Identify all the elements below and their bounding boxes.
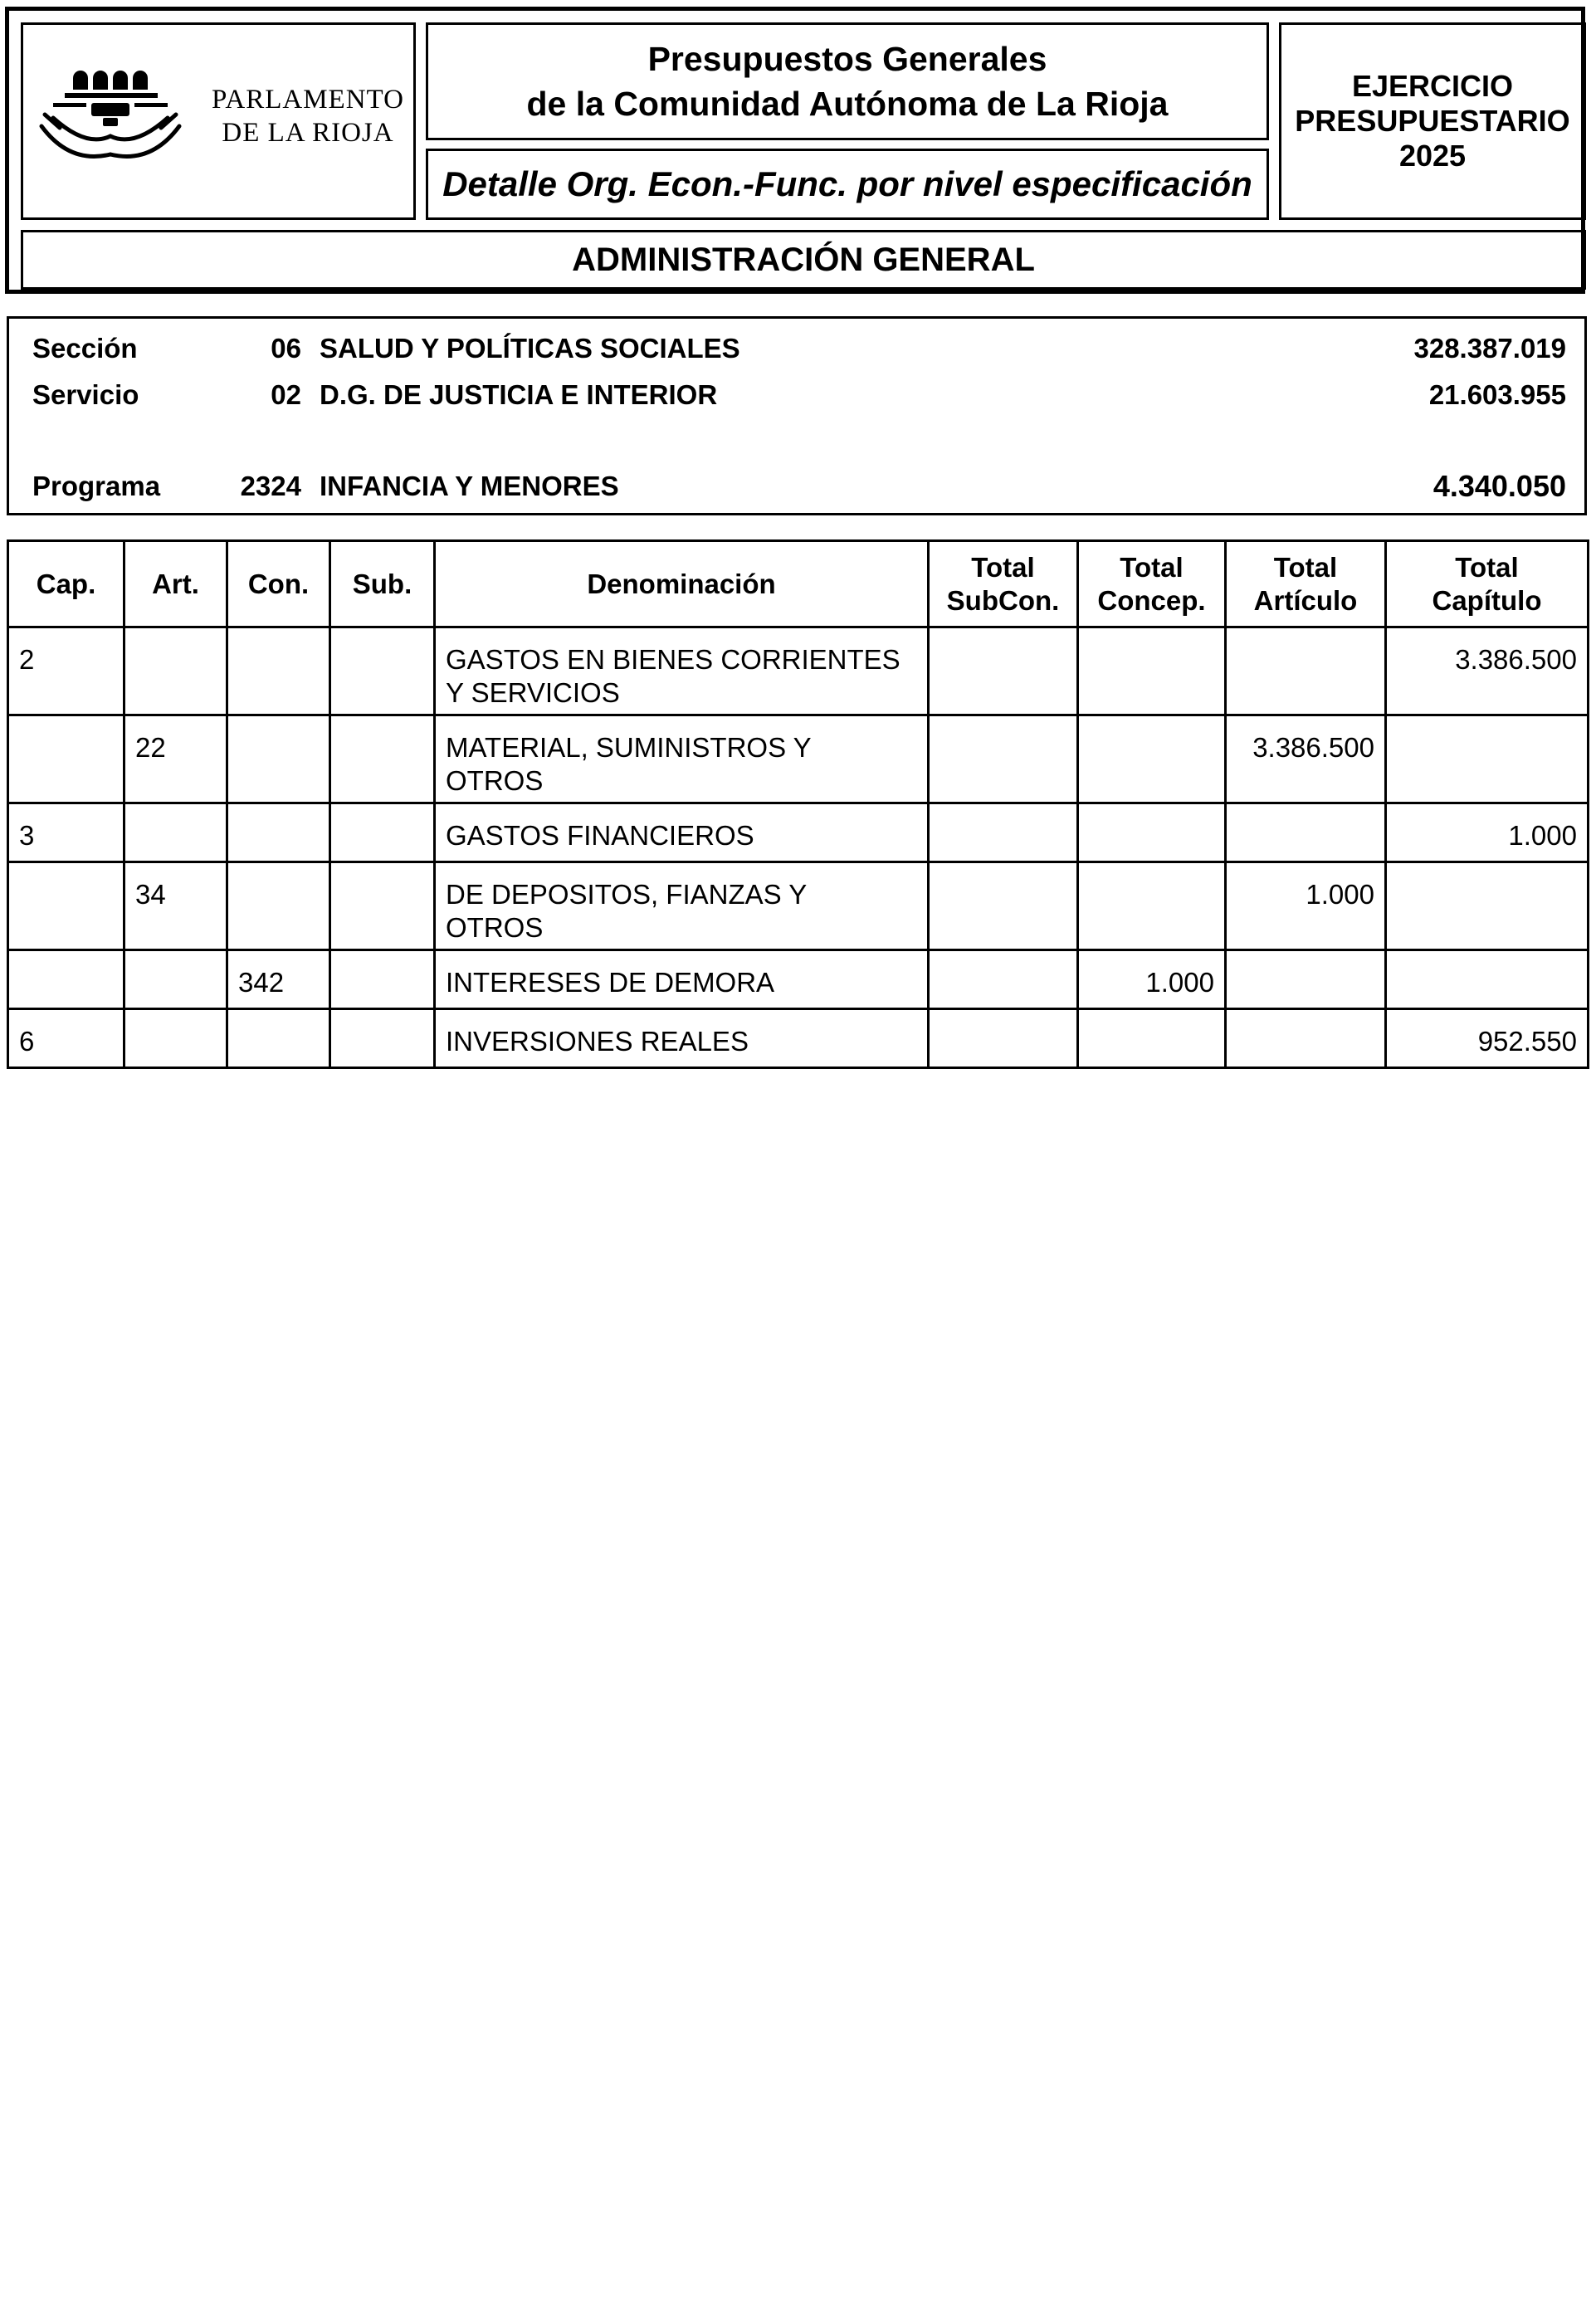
administration-box (21, 230, 1586, 290)
programa-description: INFANCIA Y MENORES (320, 471, 619, 501)
cell-cap (8, 862, 124, 950)
cell-denominacion (435, 627, 929, 715)
servicio-code: 02 (271, 379, 301, 410)
seccion-row (9, 330, 1584, 367)
cell-capitulo (1386, 715, 1589, 803)
servicio-description: D.G. DE JUSTICIA E INTERIOR (320, 379, 718, 410)
cell-subcon (929, 627, 1078, 715)
programa-code: 2324 (240, 471, 301, 501)
cell-cap (8, 950, 124, 1009)
cell-subcon (929, 862, 1078, 950)
col-header-concep-line2: Concep. (1097, 584, 1206, 616)
programa-amount: 4.340.050 (1432, 469, 1566, 503)
cell-cap (8, 715, 124, 803)
cell-art (124, 950, 227, 1009)
denominacion-line2: OTROS (446, 912, 544, 943)
cell-con: 342 (227, 950, 330, 1009)
cell-subcon (929, 1009, 1078, 1068)
exercise-box (1279, 22, 1586, 220)
col-header-articulo-line1: Total (1273, 551, 1338, 583)
cell-art: 34 (124, 862, 227, 950)
cell-sub (330, 862, 435, 950)
denominacion-line1: DE DEPOSITOS, FIANZAS Y (446, 879, 808, 910)
cell-art (124, 1009, 227, 1068)
cell-denominacion: INTERESES DE DEMORA (435, 950, 929, 1009)
cell-sub (330, 715, 435, 803)
cell-denominacion (435, 715, 929, 803)
institution-name-line2: DE LA RIOJA (222, 118, 394, 148)
cell-concep (1078, 862, 1226, 950)
col-header-concep (1078, 541, 1226, 627)
col-header-cap: Cap. (8, 541, 124, 627)
denominacion-line1: MATERIAL, SUMINISTROS Y (446, 732, 812, 763)
col-header-art: Art. (124, 541, 227, 627)
cell-articulo (1226, 950, 1386, 1009)
col-header-articulo (1226, 541, 1386, 627)
table-row (8, 803, 1589, 862)
table-row (8, 627, 1589, 715)
cell-subcon (929, 950, 1078, 1009)
table-row (8, 862, 1589, 950)
institution-name-line1: PARLAMENTO (212, 85, 404, 115)
parliament-emblem-icon (37, 65, 203, 181)
cell-con (227, 715, 330, 803)
cell-concep (1078, 1009, 1226, 1068)
cell-articulo (1226, 627, 1386, 715)
cell-capitulo (1386, 950, 1589, 1009)
table-row (8, 715, 1589, 803)
cell-concep: 1.000 (1078, 950, 1226, 1009)
col-header-subcon-line1: Total (971, 551, 1035, 583)
cell-concep (1078, 627, 1226, 715)
cell-capitulo: 3.386.500 (1386, 627, 1589, 715)
budget-info-panel (7, 316, 1587, 515)
table-row (8, 1009, 1589, 1068)
document-header (5, 7, 1585, 294)
seccion-description: SALUD Y POLÍTICAS SOCIALES (320, 333, 740, 364)
exercise-label-line1: EJERCICIO (1351, 69, 1514, 103)
cell-denominacion (435, 862, 929, 950)
col-header-capitulo-line1: Total (1455, 551, 1519, 583)
cell-sub (330, 803, 435, 862)
cell-con (227, 1009, 330, 1068)
table-row (8, 950, 1589, 1009)
table-header-row (8, 541, 1589, 627)
cell-sub (330, 950, 435, 1009)
cell-art (124, 627, 227, 715)
denominacion-line1: GASTOS EN BIENES CORRIENTES (446, 644, 900, 675)
cell-con (227, 803, 330, 862)
servicio-label: Servicio (32, 379, 139, 410)
title-box (426, 22, 1269, 140)
cell-denominacion: GASTOS FINANCIEROS (435, 803, 929, 862)
cell-cap: 3 (8, 803, 124, 862)
cell-con (227, 627, 330, 715)
col-header-concep-line1: Total (1120, 551, 1184, 583)
cell-capitulo: 1.000 (1386, 803, 1589, 862)
document-title-line1: Presupuestos Generales (647, 40, 1047, 78)
col-header-capitulo (1386, 541, 1589, 627)
cell-art (124, 803, 227, 862)
cell-subcon (929, 803, 1078, 862)
cell-articulo (1226, 1009, 1386, 1068)
cell-cap: 6 (8, 1009, 124, 1068)
col-header-con: Con. (227, 541, 330, 627)
programa-row (9, 468, 1584, 505)
administration-title: ADMINISTRACIÓN GENERAL (572, 241, 1035, 278)
programa-label: Programa (32, 471, 161, 501)
seccion-code: 06 (271, 333, 301, 364)
cell-capitulo (1386, 862, 1589, 950)
cell-art: 22 (124, 715, 227, 803)
cell-concep (1078, 715, 1226, 803)
cell-capitulo: 952.550 (1386, 1009, 1589, 1068)
seccion-label: Sección (32, 333, 138, 364)
exercise-label-line2: PRESUPUESTARIO (1295, 104, 1570, 138)
col-header-subcon (929, 541, 1078, 627)
cell-sub (330, 1009, 435, 1068)
subtitle-box (426, 149, 1269, 220)
col-header-subcon-line2: SubCon. (946, 584, 1060, 616)
col-header-capitulo-line2: Capítulo (1432, 584, 1542, 616)
denominacion-line2: OTROS (446, 765, 544, 796)
cell-concep (1078, 803, 1226, 862)
cell-articulo: 3.386.500 (1226, 715, 1386, 803)
servicio-amount: 21.603.955 (1428, 379, 1566, 410)
cell-articulo (1226, 803, 1386, 862)
denominacion-line2: Y SERVICIOS (446, 677, 620, 708)
cell-con (227, 862, 330, 950)
cell-subcon (929, 715, 1078, 803)
col-header-sub: Sub. (330, 541, 435, 627)
cell-articulo: 1.000 (1226, 862, 1386, 950)
document-subtitle: Detalle Org. Econ.-Func. por nivel especificación (442, 164, 1252, 203)
col-header-articulo-line2: Artículo (1253, 584, 1358, 616)
logo-box (21, 22, 416, 220)
col-header-denominacion: Denominación (435, 541, 929, 627)
cell-cap: 2 (8, 627, 124, 715)
exercise-year: 2025 (1398, 139, 1467, 173)
document-title-line2: de la Comunidad Autónoma de La Rioja (526, 85, 1169, 123)
budget-detail-table (7, 539, 1589, 1069)
cell-denominacion: INVERSIONES REALES (435, 1009, 929, 1068)
cell-sub (330, 627, 435, 715)
servicio-row (9, 377, 1584, 413)
seccion-amount: 328.387.019 (1413, 333, 1566, 364)
